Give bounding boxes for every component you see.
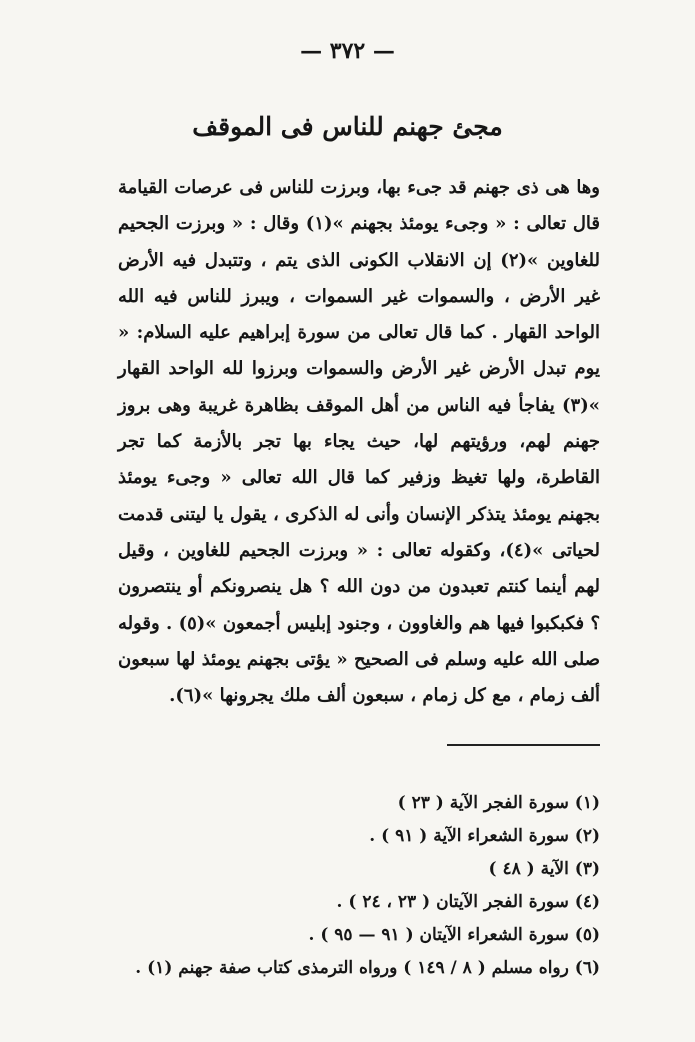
page-number: — ٣٧٢ — <box>300 38 395 64</box>
footnote-item: (١) سورة الفجر الآية ( ٢٣ ) <box>397 793 600 813</box>
footnote-item: (٥) سورة الشعراء الآيتان ( ٩١ — ٩٥ ) . <box>308 925 600 945</box>
body-text-block <box>118 170 600 714</box>
footnote-item: (٦) رواه مسلم ( ٨ / ١٤٩ ) ورواه الترمذى كتاب صفة جهنم (١) . <box>135 958 600 978</box>
footnote-divider <box>447 744 600 746</box>
footnote-item: (٢) سورة الشعراء الآية ( ٩١ ) . <box>369 826 600 846</box>
footnotes-list <box>118 787 600 985</box>
footnote-item: (٤) سورة الفجر الآيتان ( ٢٣ ، ٢٤ ) . <box>336 892 600 912</box>
footnote-item: (٣) الآية ( ٤٨ ) <box>488 859 600 879</box>
section-title: مجئ جهنم للناس فى الموقف <box>192 112 503 141</box>
body-paragraph: وها هى ذى جهنم قد جىء بها، وبرزت للناس فى عرصات القيامة قال تعالى : « وجىء يومئذ بجهنم »(١) وقال : « وبرزت الجحيم للغاوين »(٢) إن الانقلاب الكونى الذى يتم ، وتتبدل فيه الأرض غير الأرض ، والسموات غير السموات ، ويبرز للناس فيه الله الواحد القهار . كما قال تعالى من سورة إبراهيم عليه السلام: « يوم تبدل الأرض غير الأرض والسموات وبرزوا لله الواحد القهار »(٣) يفاجأ فيه الناس من أهل الموقف بظاهرة غريبة وهى بروز جهنم لهم، ورؤيتهم لها، حيث يجاء بها تجر بالأزمة كما تجر القاطرة، ولها تغيظ وزفير كما قال الله تعالى « وجىء يومئذ بجهنم يومئذ يتذكر الإنسان وأنى له الذكرى ، يقول يا ليتنى قدمت لحياتى »(٤)، وكقوله تعالى : « وبرزت الجحيم للغاوين ، وقيل لهم أينما كنتم تعبدون من دون الله ؟ هل ينصرونكم أو ينتصرون ؟ فكبكبوا فيها هم والغاوون ، وجنود إبليس أجمعون »(٥) . وقوله صلى الله عليه وسلم فى الصحيح « يؤتى بجهنم يومئذ لها سبعون ألف زمام ، مع كل زمام ، سبعون ألف ملك يجرونها »(٦). <box>118 177 601 707</box>
